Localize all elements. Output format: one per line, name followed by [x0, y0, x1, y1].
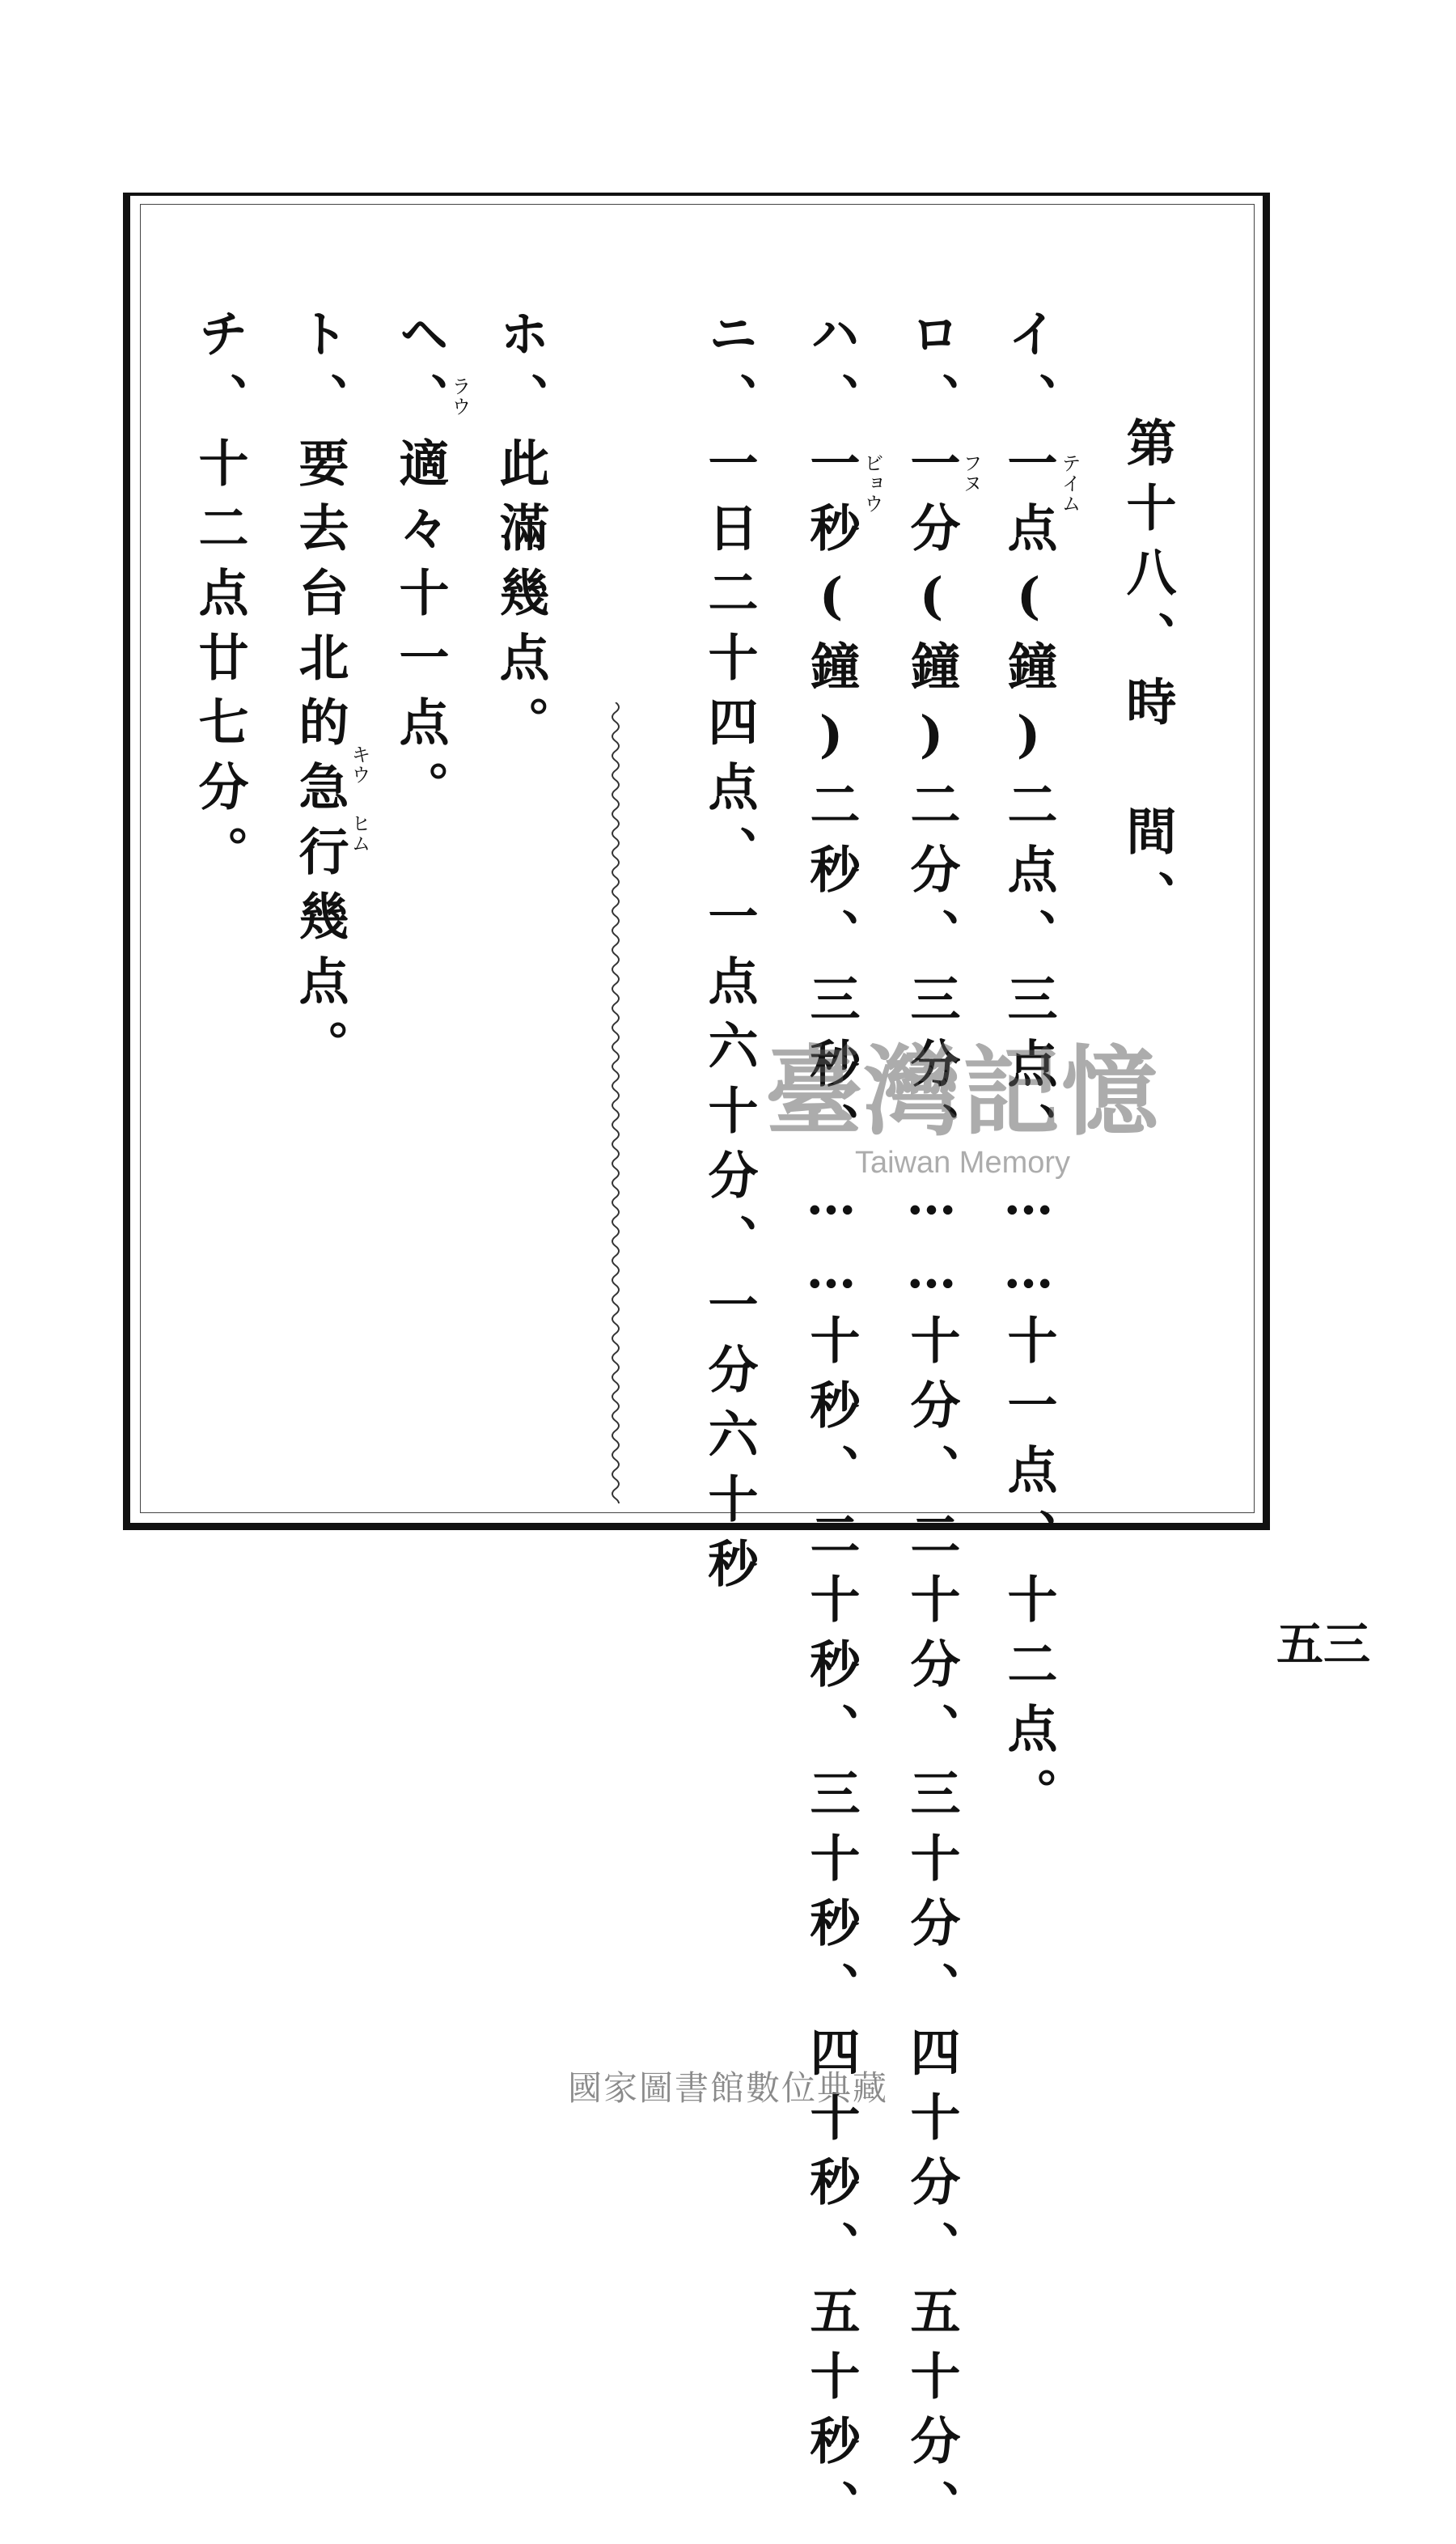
text-line: ヘ、適々十一点。	[391, 307, 450, 825]
lesson-title: 第十八、時 間、	[1118, 417, 1177, 935]
text-line: ハ、一秒(鐘)二秒、三秒、……十秒、二十秒、三十秒、四十秒、五十秒、	[802, 307, 861, 2544]
text-line: ロ、一分(鐘)二分、三分、……十分、二十分、三十分、四十分、五十分、	[902, 307, 961, 2544]
watermark-subtitle: Taiwan Memory	[854, 1146, 1071, 1180]
reading-annotation: ヒム	[348, 813, 370, 854]
watermark-title: 臺灣記憶	[765, 1035, 1160, 1149]
text-line: ニ、一日二十四点、一点六十分、一分六十秒	[700, 307, 759, 1602]
reading-annotation: キウ	[348, 744, 370, 785]
text-line: イ、一点(鐘)二点、三点、……十一点、十二点。	[999, 307, 1058, 1832]
text-line: チ、十二点廿七分。	[190, 307, 249, 890]
reading-annotation: ビョウ	[861, 453, 883, 514]
reading-annotation: ラウ	[448, 376, 471, 417]
reading-annotation: テイム	[1058, 453, 1081, 514]
wavy-divider	[608, 702, 623, 1503]
footer-credit: 國家圖書館數位典藏	[567, 2068, 888, 2108]
text-line: ホ、此滿幾点。	[491, 307, 550, 761]
reading-annotation: フヌ	[959, 453, 982, 494]
text-line: ト、要去台北的急行幾点。	[290, 307, 349, 1084]
page-number: 五三	[1276, 1617, 1371, 1672]
